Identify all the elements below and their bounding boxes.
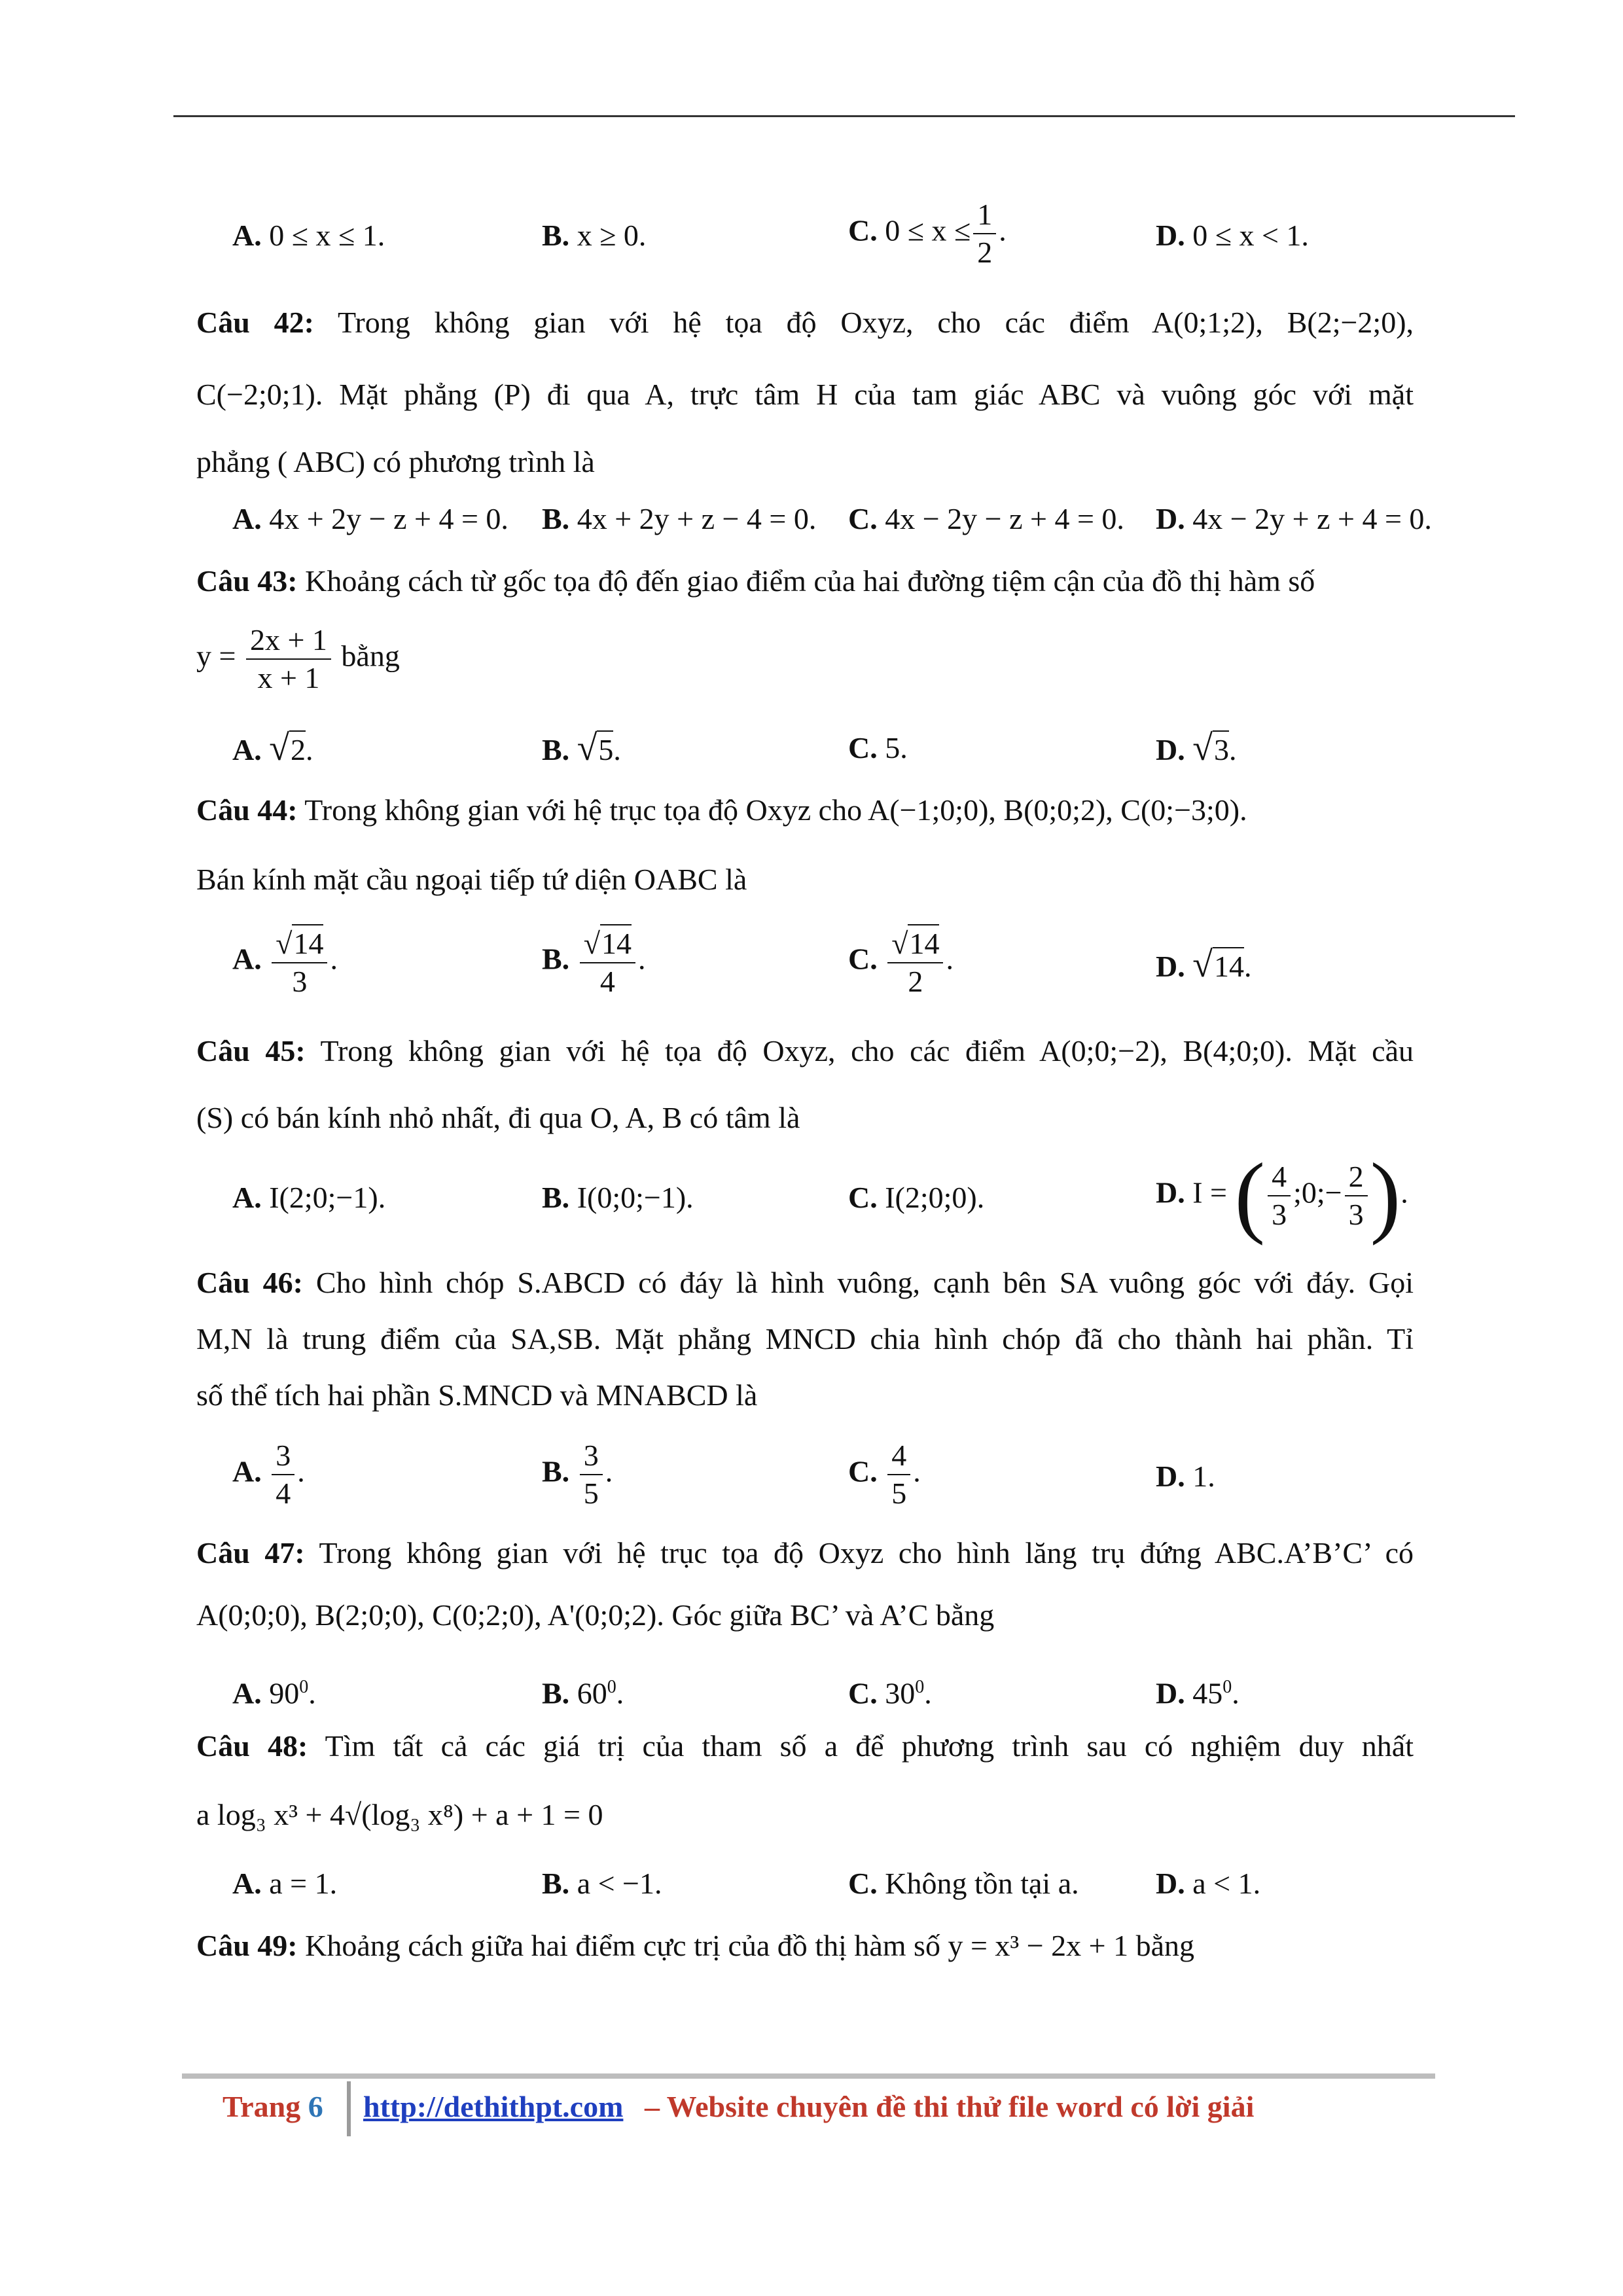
footer-separator [347, 2081, 351, 2136]
q49-text-line1: Câu 49: Khoảng cách giữa hai điểm cực trị của đồ thị hàm số y = x³ − 2x + 1 bằng [196, 1929, 1194, 1962]
q46-option-c: C. $\frac{4}{5}$ . [848, 1437, 921, 1512]
q44-a-fraction: $\frac{√14}{3}$ [272, 924, 327, 1000]
q46-option-b: B. $\frac{3}{5}$ . [542, 1437, 613, 1512]
q44-option-b: B. $\frac{√14}{4}$ . [542, 924, 645, 1000]
q44-text-line1: Câu 44: Trong không gian với hệ trục tọa độ Oxyz cho A(−1;0;0), B(0;0;2), C(0;−3;0). [196, 793, 1247, 827]
q44-text-line2: Bán kính mặt cầu ngoại tiếp tứ diện OABC là [196, 863, 747, 896]
q43-option-d: D. √3. [1156, 728, 1237, 768]
q41-c-fraction: $\frac{1}{2}$ [973, 196, 996, 271]
q42-option-b: B. 4x + 2y + z − 4 = 0. [542, 502, 817, 535]
q46-text-line1: Câu 46: Cho hình chóp S.ABCD có đáy là hình vuông, cạnh bên SA vuông góc với đáy. Gọi [196, 1266, 1414, 1299]
q45-d-frac-2: $\frac{2}{3}$ [1345, 1158, 1368, 1233]
q47-text-line1: Câu 47: Trong không gian với hệ trục tọa độ Oxyz cho hình lăng trụ đứng ABC.A’B’C’ có [196, 1536, 1414, 1570]
q43-option-b: B. √5. [542, 728, 621, 768]
footer-link[interactable]: http://dethithpt.com [363, 2090, 624, 2123]
q48-option-b: B. a < −1. [542, 1867, 662, 1900]
footer-description: – Website chuyên đề thi thử file word có lời giải [645, 2090, 1255, 2123]
q45-option-c: C. I(2;0;0). [848, 1181, 985, 1214]
q41-option-c: C. 0 ≤ x ≤ $\frac{1}{2}$ . [848, 196, 1007, 271]
q43-option-c: C. 5. [848, 731, 908, 764]
q42-option-a: A. 4x + 2y − z + 4 = 0. [232, 502, 508, 535]
q47-option-b: B. $60^0$. [542, 1676, 624, 1710]
q48-equation: a log₃ x³ + 4√(log₃ x⁸) + a + 1 = 0 [196, 1798, 603, 1831]
q44-option-c: C. $\frac{√14}{2}$ . [848, 924, 954, 1000]
q44-c-fraction: $\frac{√14}{2}$ [887, 924, 943, 1000]
q42-text-line2: C(−2;0;1). Mặt phẳng (P) đi qua A, trực tâm H của tam giác ABC và vuông góc với mặt [196, 378, 1414, 411]
q48-text-line1: Câu 48: Tìm tất cả các giá trị của tham số a để phương trình sau có nghiệm duy nhất [196, 1729, 1414, 1763]
q47-option-a: A. $90^0$. [232, 1676, 316, 1710]
q41-option-b: B. x ≥ 0. [542, 219, 647, 252]
page-number: Trang 6 [223, 2090, 323, 2123]
q43-text-line1: Câu 43: Khoảng cách từ gốc tọa độ đến giao điểm của hai đường tiệm cận của đồ thị hàm số [196, 564, 1315, 598]
q46-option-d: D. 1. [1156, 1460, 1215, 1493]
q44-b-fraction: $\frac{√14}{4}$ [580, 924, 635, 1000]
q44-option-a: A. $\frac{√14}{3}$ . [232, 924, 338, 1000]
header-rule [173, 115, 1515, 117]
q46-a-fraction: $\frac{3}{4}$ [272, 1437, 294, 1512]
q47-option-c: C. $30^0$. [848, 1676, 932, 1710]
q41-option-d: D. 0 ≤ x < 1. [1156, 219, 1309, 252]
q44-option-d: D. √14. [1156, 944, 1252, 985]
q46-text-line2: M,N là trung điểm của SA,SB. Mặt phẳng MNCD chia hình chóp đã cho thành hai phần. Tỉ [196, 1322, 1414, 1355]
q48-option-d: D. a < 1. [1156, 1867, 1261, 1900]
q45-option-d: D. I = ( $\frac{4}{3}$ ;0;− $\frac{2}{3}$ ). [1156, 1145, 1408, 1246]
q43-function: y = $\frac{2x + 1}{x + 1}$ bằng [196, 622, 400, 696]
q46-c-fraction: $\frac{4}{5}$ [887, 1437, 910, 1512]
q41-option-a: A. 0 ≤ x ≤ 1. [232, 219, 385, 252]
q46-text-line3: số thể tích hai phần S.MNCD và MNABCD là [196, 1378, 758, 1412]
q42-text-line3: phẳng ( ABC) có phương trình là [196, 445, 595, 478]
q42-option-d: D. 4x − 2y + z + 4 = 0. [1156, 502, 1432, 535]
q45-option-a: A. I(2;0;−1). [232, 1181, 386, 1214]
q46-b-fraction: $\frac{3}{5}$ [580, 1437, 603, 1512]
footer-rule [182, 2073, 1435, 2079]
q42-text-line1: Câu 42: Trong không gian với hệ tọa độ Oxyz, cho các điểm A(0;1;2), B(2;−2;0), [196, 306, 1414, 339]
q43-option-a: A. √2. [232, 728, 313, 768]
q42-option-c: C. 4x − 2y − z + 4 = 0. [848, 502, 1124, 535]
q46-option-a: A. $\frac{3}{4}$ . [232, 1437, 305, 1512]
q45-option-b: B. I(0;0;−1). [542, 1181, 694, 1214]
q48-option-c: C. Không tồn tại a. [848, 1867, 1079, 1900]
q43-fraction: $\frac{2x + 1}{x + 1}$ [246, 622, 331, 696]
q47-text-line2: A(0;0;0), B(2;0;0), C(0;2;0), A'(0;0;2). Góc giữa BC’ và A’C bằng [196, 1598, 995, 1632]
q48-option-a: A. a = 1. [232, 1867, 338, 1900]
q45-text-line2: (S) có bán kính nhỏ nhất, đi qua O, A, B có tâm là [196, 1101, 800, 1134]
q47-option-d: D. $45^0$. [1156, 1676, 1240, 1710]
q45-d-frac-1: $\frac{4}{3}$ [1268, 1158, 1291, 1233]
q45-text-line1: Câu 45: Trong không gian với hệ tọa độ Oxyz, cho các điểm A(0;0;−2), B(4;0;0). Mặt cầu [196, 1034, 1414, 1067]
